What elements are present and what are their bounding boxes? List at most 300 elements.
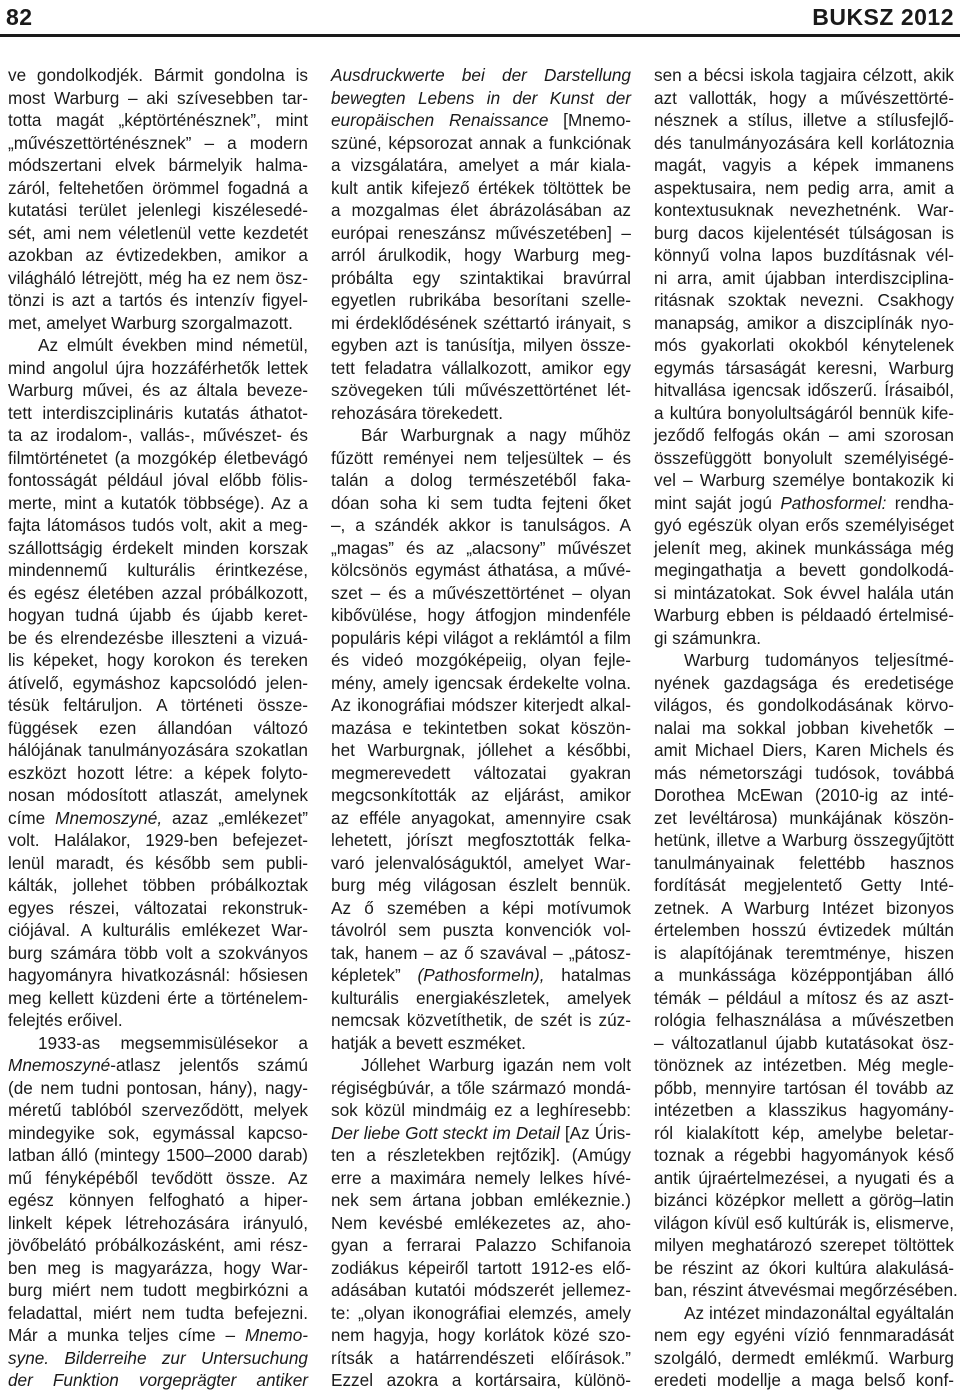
line-text: burg miért nem tudott megbirkózni a (8, 1280, 308, 1300)
text-line (8, 334, 308, 357)
text-line (8, 469, 308, 492)
text-line (331, 492, 631, 515)
line-text: -atlasz jelentős számú (110, 1055, 308, 1075)
line-text: met, amelyet Warburg szorgalmazott. (8, 312, 293, 333)
line-text: hogyan tudná újabb és újabb keret- (8, 605, 308, 625)
text-line (654, 1369, 954, 1392)
line-text: fajta látomásos tudós volt, akit a meg- (8, 515, 308, 535)
line-text: rendha- (886, 492, 954, 513)
line-text: azt vallották, hogy a művészettörté- (654, 87, 954, 108)
italic-text: der Funktion vorgeprägter antiker (8, 1370, 308, 1390)
text-line (654, 514, 954, 537)
text-line (654, 222, 954, 245)
line-text: Az ikonográfiai módszer kiterjedt alkal- (331, 695, 631, 715)
page-header (0, 0, 960, 38)
line-text: –, a szándék akkor is tanulságos. A (331, 515, 631, 535)
line-text: te: „olyan ikonográfiai elemzés, amely (331, 1302, 631, 1323)
line-text: nésznek a stílus, illetve a stílusfejlő- (654, 110, 954, 130)
text-column-2 (331, 64, 631, 1392)
text-line (8, 829, 308, 852)
text-line (331, 582, 631, 605)
text-line (8, 604, 308, 627)
line-text: a kultúra bonyolultságáról bennük kife- (654, 402, 954, 423)
text-line (8, 267, 308, 290)
line-text: nem hagyja, hogy korlátok közé szo- (331, 1325, 631, 1345)
line-text: gyó egészük olyan erős személyiséget (654, 515, 954, 535)
line-text: mi érdeklődésének széttartó irányait, s (331, 312, 631, 333)
page-number: 82 (6, 4, 33, 30)
text-line (331, 379, 631, 402)
text-line (8, 582, 308, 605)
text-line (8, 1324, 308, 1347)
text-line (8, 717, 308, 740)
text-line (331, 199, 631, 222)
italic-text: europäischen Renaissance (331, 110, 549, 130)
text-line (8, 1212, 308, 1235)
text-line (8, 109, 308, 132)
text-line (8, 852, 308, 875)
text-line (8, 874, 308, 897)
text-line (654, 717, 954, 740)
line-text: a mozgalmas élet ábrázolásában az (331, 200, 631, 220)
line-text: fontosságát például jóval előbb fölis- (8, 470, 308, 490)
line-text: merte, mint a kutatók többsége). Az a (8, 492, 308, 513)
line-text: Bár Warburgnak a nagy műhöz (361, 425, 631, 445)
text-line (331, 672, 631, 695)
line-text: szállottságig érdekelt minden korszak (8, 537, 308, 558)
line-text: feladattal, miért nem tudta befejezni. (8, 1302, 308, 1323)
line-text: értelemben hosszú évtizedek múltán (654, 920, 954, 940)
line-text: fordítását megjelentető Getty Inté- (654, 875, 954, 895)
line-text: tésük feltáruljon. A történeti össze- (8, 695, 308, 715)
line-text: összefüggött bonyolult személyiségé- (654, 447, 954, 468)
line-text: dóan soha ki sem tudta fejteni őket (331, 492, 631, 513)
text-line (331, 874, 631, 897)
text-line (654, 1234, 954, 1257)
line-text: más németországi tudósok, továbbá (654, 762, 954, 783)
line-text: mű fényképéből tevődött össze. Az (8, 1167, 308, 1188)
italic-text: syne. Bilderreihe zur Untersuchung (8, 1347, 308, 1368)
text-column-1 (8, 64, 308, 1392)
italic-text: Mnemo- (244, 1325, 308, 1345)
line-text: „művészettörténésznek” – a modern (8, 132, 308, 153)
line-text: nek sem ártana jobban emlékeznie.) (331, 1190, 631, 1210)
text-line (8, 447, 308, 470)
text-line (331, 694, 631, 717)
text-line (331, 987, 631, 1010)
line-text: [Az Úris- (559, 1122, 631, 1143)
line-text: Az elmúlt években mind németül, (38, 335, 308, 355)
line-text: a munkássága középpontjában álló (654, 965, 954, 985)
line-text: eszközt hozott létre: a képek folyto- (8, 762, 308, 783)
text-line (8, 807, 308, 830)
text-line (331, 1234, 631, 1257)
text-line (8, 222, 308, 245)
line-text: filmtörténetet (a mozgókép életbevágó (8, 447, 308, 468)
line-text: (de nem tudni pontosan, hány), nagy- (8, 1077, 308, 1098)
line-text: populáris képi világot a reklámtól a film (331, 627, 631, 648)
text-line (8, 424, 308, 447)
text-line (331, 559, 631, 582)
line-text: – változatlanul újabb kutatásokat ösz- (654, 1032, 954, 1053)
line-text: kontextusuknak nevezhetnénk. War- (654, 200, 954, 220)
text-line (331, 64, 631, 87)
text-line (8, 739, 308, 762)
line-text: bizánci középkor mellett a görög–latin (654, 1190, 954, 1210)
text-line (331, 222, 631, 245)
text-line (654, 402, 954, 425)
line-text: ciójával. A kulturális emlékezet War- (8, 920, 308, 940)
text-line (331, 1347, 631, 1370)
text-line (654, 627, 954, 650)
line-text: manapság, amikor a diszciplínák nyo- (654, 312, 954, 333)
text-line (331, 357, 631, 380)
italic-text: Mnemoszyné (8, 1055, 111, 1075)
line-text: burg még világosan észlelt bennük. (331, 875, 631, 895)
line-text: kulturális energiakészletek, amelyek (331, 987, 631, 1008)
text-line (8, 289, 308, 312)
line-text: sok közül mindmáig ez a leghíresebb: (331, 1100, 631, 1120)
line-text: címe (8, 807, 56, 828)
text-line (654, 649, 954, 672)
line-text: témák – például a mítosz és az aszt- (654, 987, 954, 1008)
line-text: het Warburgnak, jóllehet a későbbi, (331, 740, 631, 760)
text-line (331, 447, 631, 470)
text-line (8, 154, 308, 177)
text-line (8, 199, 308, 222)
line-text: totta magát „képtörténésznek”, mint (8, 110, 308, 130)
line-text: adásában kutatói módszerét jellemez- (331, 1280, 631, 1300)
line-text: arról árulkodik, hogy Warburg meg- (331, 245, 631, 265)
line-text: ten a részletekben rejtőzik]. (Amúgy (331, 1145, 631, 1165)
line-text: kutatási terület jelenlegi kiszélesedé- (8, 200, 308, 220)
line-text: felejtés erőivel. (8, 1010, 123, 1030)
line-text: jelenít meg, akinek munkássága még (654, 537, 954, 558)
text-line (331, 807, 631, 830)
text-line (654, 762, 954, 785)
text-line (654, 1144, 954, 1167)
line-text: ben meg is magyarázza, hogy War- (8, 1257, 308, 1278)
line-text: mazása e tekintetben sokat köszön- (331, 717, 631, 738)
line-text: hatják a bevett eszméket. (331, 1032, 526, 1053)
journal-title: BUKSZ 2012 (812, 4, 954, 30)
line-text: mind angolul újra hozzáférhetők lettek (8, 357, 308, 378)
line-text: Jóllehet Warburg igazán nem volt (361, 1055, 631, 1075)
text-line (8, 244, 308, 267)
text-line (331, 312, 631, 335)
line-text: jeződő felfogás okán – ami szorosan (654, 425, 954, 445)
text-line (331, 109, 631, 132)
line-text: si mintázatokat. Sok évvel halála után (654, 582, 954, 603)
text-line (654, 357, 954, 380)
line-text: Az intézet mindazonáltal egyáltalán (684, 1302, 954, 1323)
line-text: latban álló (mintegy 1500–2000 darab) (8, 1145, 308, 1165)
text-line (331, 244, 631, 267)
line-text: a vizsgálatára, amelyet a már kiala- (331, 155, 631, 175)
line-text: könnyű volna lapos buzdításnak vél- (654, 245, 954, 265)
line-text: hatalmas (544, 965, 632, 985)
line-text: amit Michael Diers, Karen Michels és (654, 740, 954, 760)
text-line (331, 1032, 631, 1055)
line-text: intézetben a klasszikus hagyomány- (654, 1100, 954, 1120)
line-text: tönöznek az intézetben. Még megle- (654, 1055, 954, 1075)
line-text: mós gyakorlati okokból kénytelenek (654, 335, 954, 355)
text-line (8, 1122, 308, 1145)
text-line (331, 514, 631, 537)
text-line (654, 1347, 954, 1370)
text-line (8, 132, 308, 155)
text-line (331, 1279, 631, 1302)
text-line (331, 784, 631, 807)
text-line (654, 1324, 954, 1347)
text-line (331, 1167, 631, 1190)
line-text: kölcsönös egymást áthatása, a művé- (331, 560, 631, 580)
header-rule (0, 34, 960, 37)
text-line (331, 1369, 631, 1392)
text-line (654, 784, 954, 807)
line-text: ritásnak szoktak nevezni. Csakhogy (654, 290, 954, 310)
text-line (654, 694, 954, 717)
text-line (654, 109, 954, 132)
text-line (8, 64, 308, 87)
line-text: régiségbúvár, a tőle származó mondá- (331, 1077, 631, 1098)
line-text: Nem kevésbé emlékezetes az, aho- (331, 1212, 631, 1233)
line-text: egymás társaságát keresni, Warburg (654, 357, 954, 378)
text-line (654, 1257, 954, 1280)
line-text: ról kialakított kép, amelybe beletar- (654, 1122, 954, 1143)
line-text: tanulmányainak felettébb hasznos (654, 852, 954, 873)
line-text: rehozására törekedett. (331, 402, 503, 423)
line-text: tett feladatra vállalkozott, amikor egy (331, 357, 631, 378)
italic-text: Pathosformel: (780, 492, 887, 513)
text-line (8, 672, 308, 695)
text-line (654, 492, 954, 515)
text-line (331, 897, 631, 920)
line-text: sét, ami nem véletlenül vette kezdetét (8, 222, 308, 243)
line-text: aspektusaira, nem pedig arra, amit a (654, 177, 954, 198)
text-line (654, 289, 954, 312)
text-line (8, 559, 308, 582)
line-text: az efféle anyagokat, amennyire csak (331, 807, 631, 828)
text-line (8, 1279, 308, 1302)
text-line (8, 514, 308, 537)
text-line (331, 402, 631, 425)
text-line (8, 177, 308, 200)
line-text: megmerevedett változatai gyakran (331, 762, 631, 783)
line-text: szövegeken túli művészettörténet lét- (331, 380, 631, 400)
text-line (8, 919, 308, 942)
text-line (8, 1302, 308, 1325)
italic-text: bewegten Lebens in der Kunst der (331, 87, 631, 108)
text-line (8, 1234, 308, 1257)
line-text: tett interdiszciplináris kutatás áthatot- (8, 402, 308, 423)
text-line (8, 649, 308, 672)
line-text: nyének gazdagsága és eredetisége (654, 672, 954, 693)
text-line (8, 1257, 308, 1280)
line-text: most Warburg – aki szívesebben tar- (8, 87, 308, 108)
text-line (654, 1212, 954, 1235)
text-line (8, 1144, 308, 1167)
line-text: Az ő szemében a képi motívumok (331, 897, 631, 918)
text-line (8, 402, 308, 425)
text-line (654, 424, 954, 447)
text-line (331, 852, 631, 875)
line-text: próbálta egy szintaktikai bravúrral (331, 267, 631, 288)
text-line (654, 1077, 954, 1100)
line-text: záról, feltehetően örömmel fogadná a (8, 177, 308, 198)
line-text: meg kellett küzdeni érte a történelem- (8, 987, 308, 1008)
line-text: képletek” (331, 965, 418, 985)
line-text: egész könnyen felfogható a hiper- (8, 1190, 308, 1210)
text-line (654, 604, 954, 627)
line-text: Warburg művei, és az általa beveze- (8, 380, 308, 400)
text-line (8, 897, 308, 920)
line-text: burg dacos kijelentését túlságosan is (654, 222, 954, 243)
line-text: jövőbelátó próbálkozásként, ami rész- (8, 1235, 308, 1255)
text-line (8, 1099, 308, 1122)
text-line (654, 987, 954, 1010)
line-text: pőbb, mennyire tartósan él tovább az (654, 1077, 954, 1098)
line-text: eredeti modellje a maga belső konf- (654, 1370, 954, 1390)
text-line (654, 244, 954, 267)
text-line (331, 537, 631, 560)
text-line (8, 1009, 308, 1032)
line-text: linkelt képek létrehozására irányuló, (8, 1212, 308, 1233)
line-text: és videó mozgóképeiig, olyan fejle- (331, 650, 631, 670)
text-line (331, 627, 631, 650)
line-text: gyan a ferrarai Palazzo Schifanoia (331, 1235, 631, 1255)
text-line (654, 919, 954, 942)
line-text: zetnek. A Warburg Intézet bizonyos (654, 897, 954, 918)
text-line (8, 1032, 308, 1055)
text-line (331, 1077, 631, 1100)
line-text: rológia felhasználása a művészetben (654, 1010, 954, 1030)
line-text: be és elrendezésbe illeszteni a vizuá- (8, 627, 308, 648)
line-text: európai reneszánsz művészetében] – (331, 222, 631, 243)
text-line (8, 87, 308, 110)
text-line (654, 672, 954, 695)
text-line (331, 829, 631, 852)
line-text: nem egy egyéni vízió fennmaradását (654, 1325, 954, 1345)
line-text: lis képeket, hogy korokon és tereken (8, 650, 308, 670)
text-line (8, 1347, 308, 1370)
line-text: hagyományra hivatkozásnál: hősiesen (8, 965, 308, 985)
line-text: függések ezen állandóan változó (8, 717, 308, 738)
text-line (8, 1167, 308, 1190)
text-line (8, 694, 308, 717)
text-line (654, 64, 954, 87)
text-line (331, 424, 631, 447)
italic-text: (Pathosformeln), (417, 965, 545, 985)
line-text: Warburg ebben is példaadó értelmisé- (654, 605, 954, 625)
text-line (654, 1054, 954, 1077)
line-text: fűzött reményei nem teljesültek – és (331, 447, 631, 468)
text-line (331, 1257, 631, 1280)
text-line (654, 829, 954, 852)
line-text: erre a maximára nemely lelkes hívé- (331, 1167, 631, 1188)
line-text: módszertani elvek bármelyik halma- (8, 155, 308, 175)
italic-text: Ausdruckwerte bei der Darstellung (331, 65, 631, 85)
line-text: Ezzel azokra a kortársaira, különö- (331, 1370, 631, 1390)
line-text: kult antik kifejező értékek töltöttek be (331, 177, 631, 198)
text-line (331, 717, 631, 740)
text-line (8, 987, 308, 1010)
text-line (331, 289, 631, 312)
text-line (8, 379, 308, 402)
text-line (654, 154, 954, 177)
line-text: dés tanulmányozására kell korlátoznia (654, 132, 954, 153)
line-text: 1933-as megsemmisülésekor a (38, 1032, 308, 1053)
line-text: lehetett, jóríszt megfosztották felka- (331, 830, 631, 850)
text-line (8, 784, 308, 807)
line-text: magát, vagyis a képek immanens (654, 155, 954, 175)
text-line (8, 762, 308, 785)
line-text: világon kívül eső kultúrák is, elismerve, (654, 1212, 954, 1233)
text-line (331, 964, 631, 987)
line-text: egyes részei, változatai rekonstruk- (8, 897, 308, 918)
line-text: sen a bécsi iskola tagjaira célzott, akik (654, 65, 954, 85)
line-text: [Mnemo- (548, 110, 631, 130)
text-line (654, 177, 954, 200)
text-line (654, 852, 954, 875)
line-text: talán a dolog természetéből faka- (331, 470, 631, 490)
text-line (654, 582, 954, 605)
line-text: nalai ma sokkal jobban kivehetők – (654, 717, 954, 738)
text-line (8, 357, 308, 380)
text-line (654, 267, 954, 290)
line-text: hálójának tanulmányozására szokatlan (8, 740, 308, 760)
text-line (654, 874, 954, 897)
text-line (331, 469, 631, 492)
text-line (654, 1009, 954, 1032)
text-line (654, 132, 954, 155)
line-text: szolgáló, dermedt emlékmű. Warburg (654, 1347, 954, 1368)
text-line (8, 942, 308, 965)
line-text: Dorothea McEwan (2010-ig az inté- (654, 785, 954, 805)
text-line (654, 379, 954, 402)
text-line (331, 1189, 631, 1212)
text-line (331, 1009, 631, 1032)
text-line (654, 447, 954, 470)
line-text: méretű tablóból szerveződött, melyek (8, 1100, 308, 1120)
line-text: távolról sem puszta konvenciók vol- (331, 920, 631, 940)
line-text: tönzi is azt a tartós és intenzív figyel- (8, 290, 308, 310)
text-line (331, 942, 631, 965)
text-line (8, 627, 308, 650)
text-line (654, 559, 954, 582)
text-line (331, 1144, 631, 1167)
text-line (654, 942, 954, 965)
line-text: tak, hanem – az ő szavával – „pátosz- (331, 942, 631, 963)
line-text: is alapítójának teremtménye, hiszen (654, 942, 954, 963)
text-line (654, 739, 954, 762)
text-line (331, 1324, 631, 1347)
line-text: azokban az évtizedekben, amikor a (8, 245, 308, 265)
text-line (8, 312, 308, 335)
line-text: be részint az ókori kultúra alakulásá- (654, 1257, 954, 1278)
line-text: azaz „emlékezet” (162, 807, 308, 828)
text-line (8, 964, 308, 987)
text-line (8, 1077, 308, 1100)
text-line (654, 334, 954, 357)
text-line (331, 649, 631, 672)
text-column-3 (654, 64, 958, 1392)
line-text: szet – és a művészettörténet – olyan (331, 582, 631, 603)
line-text: mény, amely igencsak érdekelte volna. (331, 672, 631, 693)
text-line (331, 604, 631, 627)
text-line (654, 537, 954, 560)
line-text: Warburg tudományos teljesítmé- (684, 650, 954, 670)
